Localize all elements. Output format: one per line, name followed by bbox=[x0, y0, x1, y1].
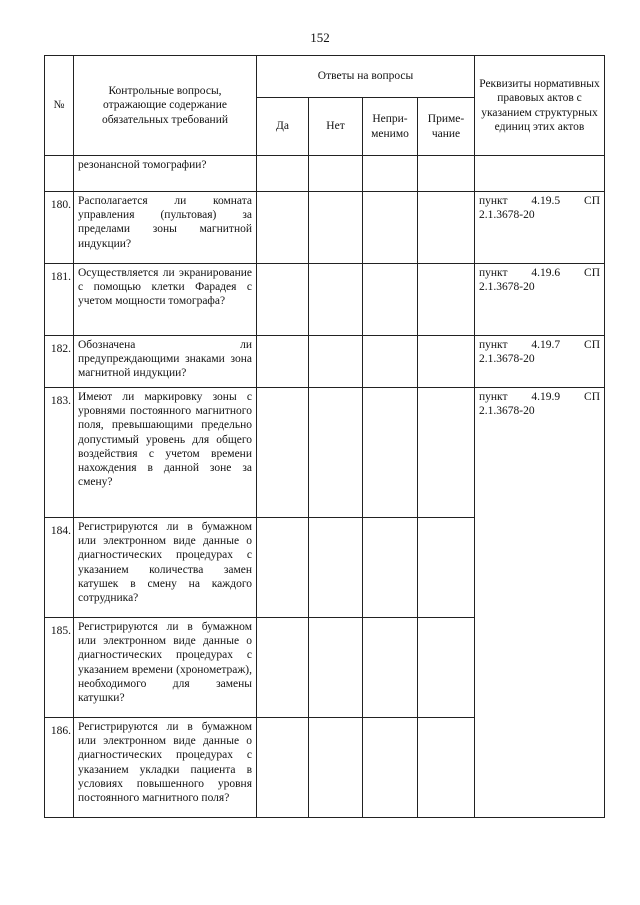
row-question: Регистрируются ли в бумажном или электронном виде данные о диагностических процедурах с указанием количества замен катушек в смену на каждого сотрудника? bbox=[74, 518, 257, 618]
header-yes: Да bbox=[257, 98, 309, 156]
header-note: Приме-чание bbox=[418, 98, 475, 156]
row-question: Осуществляется ли экранирование с помощью клетки Фарадея с учетом мощности томографа? bbox=[74, 264, 257, 336]
row-number: 180. bbox=[45, 192, 74, 264]
table-row bbox=[45, 388, 605, 518]
answer-no-cell[interactable] bbox=[309, 518, 363, 618]
answer-yes-cell[interactable] bbox=[257, 336, 309, 388]
answer-no-cell[interactable] bbox=[309, 156, 363, 192]
answer-na-cell[interactable] bbox=[363, 388, 418, 518]
row-number: 183. bbox=[45, 388, 74, 518]
answer-note-cell[interactable] bbox=[418, 336, 475, 388]
answer-yes-cell[interactable] bbox=[257, 518, 309, 618]
answer-na-cell[interactable] bbox=[363, 192, 418, 264]
answer-yes-cell[interactable] bbox=[257, 264, 309, 336]
answer-note-cell[interactable] bbox=[418, 192, 475, 264]
row-number: 182. bbox=[45, 336, 74, 388]
answer-no-cell[interactable] bbox=[309, 618, 363, 718]
row-number: 181. bbox=[45, 264, 74, 336]
answer-na-cell[interactable] bbox=[363, 618, 418, 718]
answer-note-cell[interactable] bbox=[418, 264, 475, 336]
table-row bbox=[45, 264, 605, 336]
answer-na-cell[interactable] bbox=[363, 336, 418, 388]
header-answers: Ответы на вопросы bbox=[257, 56, 475, 98]
row-requisites: пункт 4.19.5 СП 2.1.3678-20 bbox=[475, 192, 605, 264]
answer-no-cell[interactable] bbox=[309, 718, 363, 818]
header-no: Нет bbox=[309, 98, 363, 156]
answer-note-cell[interactable] bbox=[418, 156, 475, 192]
header-question: Контрольные вопросы, отражающие содержание обязательных требований bbox=[74, 56, 257, 156]
table-row bbox=[45, 336, 605, 388]
answer-note-cell[interactable] bbox=[418, 718, 475, 818]
checklist-table bbox=[44, 55, 605, 818]
answer-yes-cell[interactable] bbox=[257, 618, 309, 718]
row-number bbox=[45, 156, 74, 192]
answer-na-cell[interactable] bbox=[363, 718, 418, 818]
row-question: резонансной томографии? bbox=[74, 156, 257, 192]
header-number: № bbox=[45, 56, 74, 156]
answer-no-cell[interactable] bbox=[309, 336, 363, 388]
answer-yes-cell[interactable] bbox=[257, 192, 309, 264]
table-row bbox=[45, 156, 605, 192]
page-number: 152 bbox=[310, 30, 330, 45]
answer-na-cell[interactable] bbox=[363, 518, 418, 618]
header-requisites: Реквизиты нормативных правовых актов с указанием структурных единиц этих актов bbox=[475, 56, 605, 156]
row-question: Регистрируются ли в бумажном или электронном виде данные о диагностических процедурах с указанием укладки пациента в условиях повышенного уровня постоянного магнитного поля? bbox=[74, 718, 257, 818]
answer-no-cell[interactable] bbox=[309, 192, 363, 264]
row-number: 186. bbox=[45, 718, 74, 818]
answer-note-cell[interactable] bbox=[418, 618, 475, 718]
row-requisites bbox=[475, 156, 605, 192]
answer-no-cell[interactable] bbox=[309, 388, 363, 518]
row-question: Обозначена ли предупреждающими знаками зона магнитной индукции? bbox=[74, 336, 257, 388]
answer-na-cell[interactable] bbox=[363, 156, 418, 192]
answer-note-cell[interactable] bbox=[418, 388, 475, 518]
answer-note-cell[interactable] bbox=[418, 518, 475, 618]
row-question: Располагается ли комната управления (пультовая) за пределами зоны магнитной индукции? bbox=[74, 192, 257, 264]
answer-yes-cell[interactable] bbox=[257, 718, 309, 818]
answer-no-cell[interactable] bbox=[309, 264, 363, 336]
answer-yes-cell[interactable] bbox=[257, 156, 309, 192]
row-question: Имеют ли маркировку зоны с уровнями постоянного магнитного поля, превышающими предельно допустимый уровень для общего воздействия с учетом времени нахождения в данной зоне за смену? bbox=[74, 388, 257, 518]
row-number: 185. bbox=[45, 618, 74, 718]
row-number: 184. bbox=[45, 518, 74, 618]
row-requisites: пункт 4.19.6 СП 2.1.3678-20 bbox=[475, 264, 605, 336]
answer-na-cell[interactable] bbox=[363, 264, 418, 336]
row-question: Регистрируются ли в бумажном или электронном виде данные о диагностических процедурах с указанием времени (хронометраж), необходимого для замены катушки? bbox=[74, 618, 257, 718]
table-row bbox=[45, 192, 605, 264]
row-requisites: пункт 4.19.9 СП 2.1.3678-20 bbox=[475, 388, 605, 818]
row-requisites: пункт 4.19.7 СП 2.1.3678-20 bbox=[475, 336, 605, 388]
header-not-applicable: Непри-менимо bbox=[363, 98, 418, 156]
answer-yes-cell[interactable] bbox=[257, 388, 309, 518]
